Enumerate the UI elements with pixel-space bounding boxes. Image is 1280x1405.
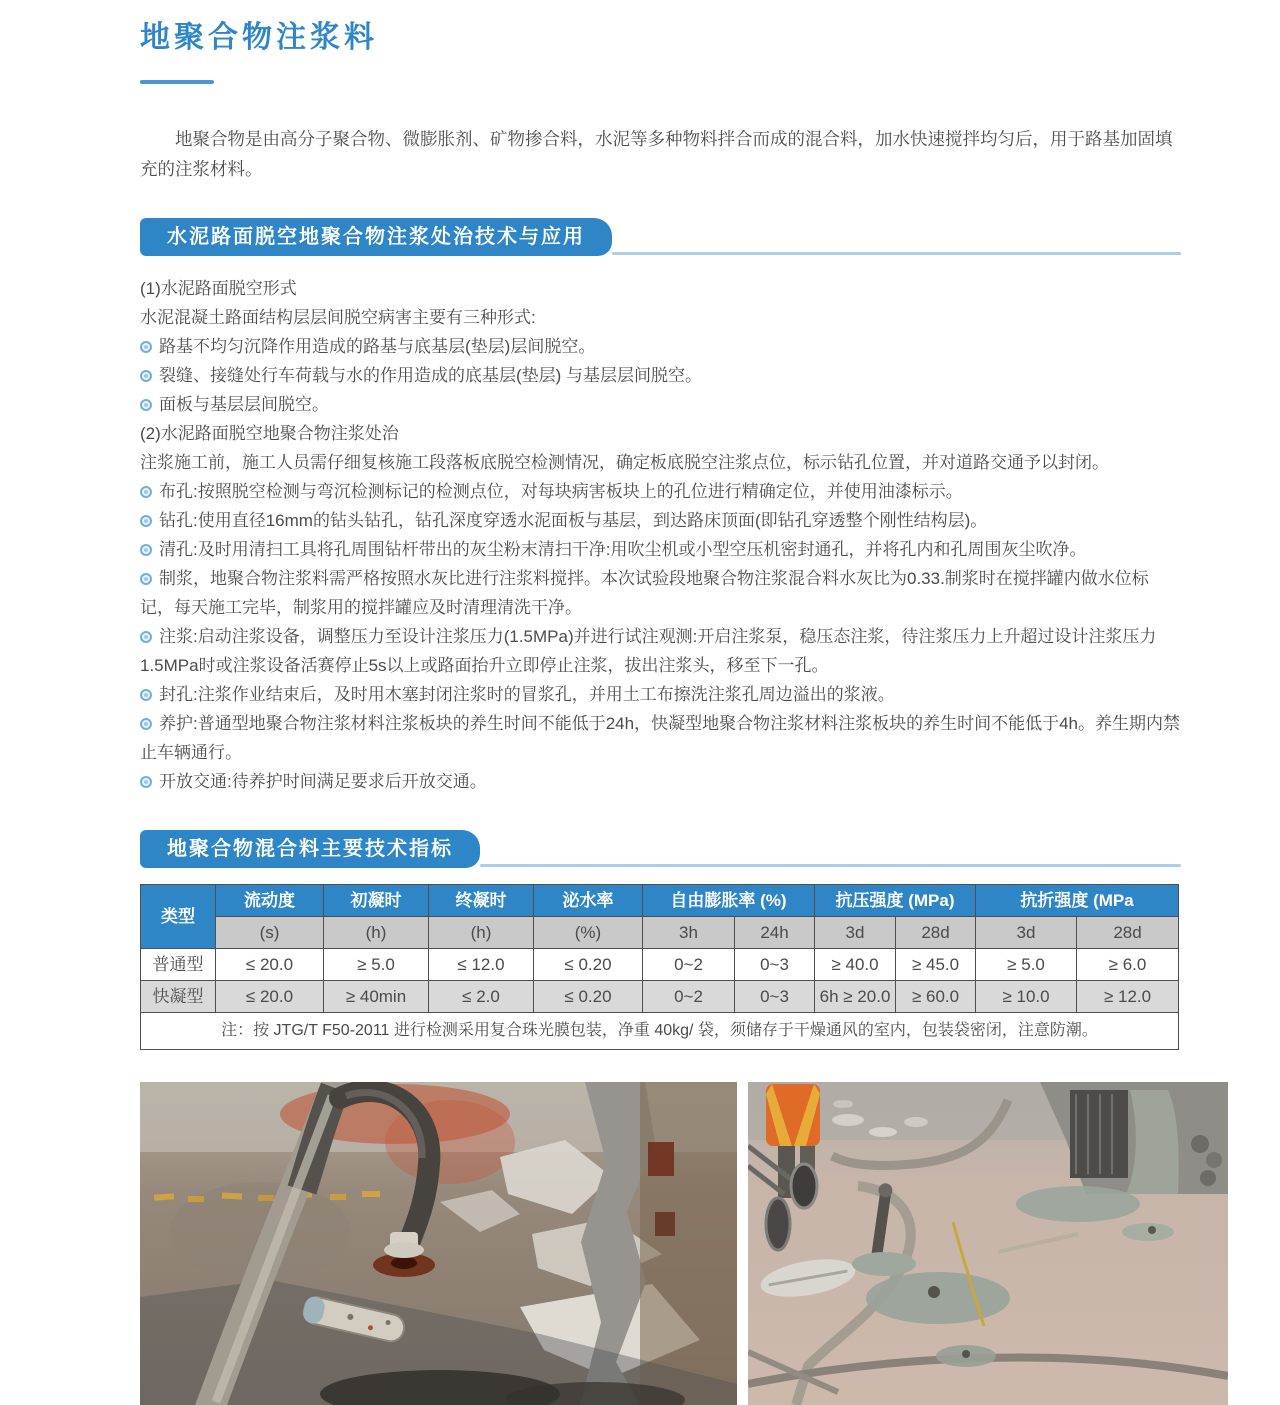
body-line: [140, 303, 1181, 332]
bullet-ring-icon: [140, 631, 152, 643]
section2-banner-rule: [480, 864, 1181, 867]
value-cell: ≤ 12.0: [429, 949, 534, 981]
unit-cell: (s): [216, 917, 324, 949]
body-line: [140, 535, 1181, 564]
bullet-ring-icon: [140, 544, 152, 556]
section1-banner: 水泥路面脱空地聚合物注浆处治技术与应用: [140, 218, 612, 256]
bullet-ring-icon: [140, 370, 152, 382]
value-cell: ≥ 10.0: [976, 981, 1077, 1013]
header-cell: 初凝时: [324, 885, 429, 917]
value-cell: ≤ 20.0: [216, 949, 324, 981]
table-note: 注：按 JTG/T F50-2011 进行检测采用复合珠光膜包装，净重 40kg/ 袋，须储存于干燥通风的室内，包装袋密闭，注意防潮。: [141, 1013, 1179, 1050]
body-line-text: 注浆施工前，施工人员需仔细复核施工段落板底脱空检测情况，确定板底脱空注浆点位，标示钻孔位置，并对道路交通予以封闭。: [140, 453, 1109, 472]
photo-row: [140, 1082, 1181, 1405]
header-cell-type: 类型: [141, 885, 216, 949]
unit-cell: 28d: [1077, 917, 1179, 949]
table-header-row-2: [141, 917, 1179, 949]
body-line-text: (2)水泥路面脱空地聚合物注浆处治: [140, 424, 399, 443]
body-line: [140, 361, 1181, 390]
body-line: [140, 767, 1181, 796]
value-cell: ≥ 12.0: [1077, 981, 1179, 1013]
value-cell: 0~2: [643, 981, 735, 1013]
row-label-cell: 普通型: [141, 949, 216, 981]
body-line: [140, 709, 1181, 767]
bullet-ring-icon: [140, 718, 152, 730]
body-line-text: 清孔:及时用清扫工具将孔周围钻杆带出的灰尘粉末清扫干净:用吹尘机或小型空压机密封通孔，并将孔内和孔周围灰尘吹净。: [159, 540, 1087, 559]
header-cell: 终凝时: [429, 885, 534, 917]
unit-cell: 3d: [976, 917, 1077, 949]
row-label-cell: 快凝型: [141, 981, 216, 1013]
unit-cell: (h): [429, 917, 534, 949]
bullet-ring-icon: [140, 689, 152, 701]
body-line-text: 制浆，地聚合物注浆料需严格按照水灰比进行注浆料搅拌。本次试验段地聚合物注浆混合料水灰比为0.33.制浆时在搅拌罐内做水位标记，每天施工完毕，制浆用的搅拌罐应及时清理清洗干净。: [140, 569, 1149, 617]
title-underline: [140, 80, 214, 84]
value-cell: ≥ 40.0: [815, 949, 896, 981]
body-line: [140, 274, 1181, 303]
section2-header-row: [140, 830, 1181, 868]
table-row: [141, 949, 1179, 981]
body-line-text: 钻孔:使用直径16mm的钻头钻孔，钻孔深度穿透水泥面板与基层，到达路床顶面(即钻孔穿透整个刚性结构层)。: [159, 511, 988, 530]
value-cell: ≤ 2.0: [429, 981, 534, 1013]
body-line: [140, 477, 1181, 506]
value-cell: 0~3: [735, 949, 815, 981]
unit-cell: (%): [534, 917, 643, 949]
page-title: 地聚合物注浆料: [140, 21, 378, 54]
header-cell: 抗折强度 (MPa: [976, 885, 1179, 917]
value-cell: 0~3: [735, 981, 815, 1013]
spec-table: [140, 884, 1179, 1050]
unit-cell: (h): [324, 917, 429, 949]
body-line-text: 面板与基层层间脱空。: [159, 395, 329, 414]
bullet-ring-icon: [140, 573, 152, 585]
body-line-text: 注浆:启动注浆设备，调整压力至设计注浆压力(1.5MPa)并进行试注观测:开启注浆泵，稳压态注浆，待注浆压力上升超过设计注浆压力1.5MPa时或注浆设备活赛停止5s以上或路面抬升立即停止注浆，拔出注浆头，移至下一孔。: [140, 627, 1157, 675]
body-line-text: 布孔:按照脱空检测与弯沉检测标记的检测点位，对每块病害板块上的孔位进行精确定位，并使用油漆标示。: [159, 482, 963, 501]
photo-grout-hole: [140, 1082, 737, 1405]
table-header-row-1: [141, 885, 1179, 917]
body-line: [140, 332, 1181, 361]
unit-cell: 3d: [815, 917, 896, 949]
body-line-text: (1)水泥路面脱空形式: [140, 279, 297, 298]
bullet-ring-icon: [140, 399, 152, 411]
bullet-ring-icon: [140, 486, 152, 498]
body-line: [140, 506, 1181, 535]
section1-banner-rule: [612, 252, 1181, 255]
body-line-text: 水泥混凝土路面结构层层间脱空病害主要有三种形式:: [140, 308, 536, 327]
header-cell: 流动度: [216, 885, 324, 917]
body-line: [140, 390, 1181, 419]
value-cell: ≥ 45.0: [896, 949, 976, 981]
table-note-row: [141, 1013, 1179, 1050]
value-cell: ≥ 60.0: [896, 981, 976, 1013]
table-row: [141, 981, 1179, 1013]
section2-banner: 地聚合物混合料主要技术指标: [140, 830, 480, 868]
value-cell: 0~2: [643, 949, 735, 981]
value-cell: ≤ 20.0: [216, 981, 324, 1013]
value-cell: ≥ 5.0: [976, 949, 1077, 981]
unit-cell: 24h: [735, 917, 815, 949]
value-cell: ≥ 40min: [324, 981, 429, 1013]
body-line-text: 路基不均匀沉降作用造成的路基与底基层(垫层)层间脱空。: [159, 337, 596, 356]
header-cell: 泌水率: [534, 885, 643, 917]
value-cell: 6h ≥ 20.0: [815, 981, 896, 1013]
value-cell: ≤ 0.20: [534, 949, 643, 981]
section1-body: [140, 274, 1181, 796]
body-line-text: 养护:普通型地聚合物注浆材料注浆板块的养生时间不能低于24h，快凝型地聚合物注浆材料注浆板块的养生时间不能低于4h。养生期内禁止车辆通行。: [140, 714, 1180, 762]
body-line-text: 封孔:注浆作业结束后，及时用木塞封闭注浆时的冒浆孔，并用土工布擦洗注浆孔周边溢出的浆液。: [159, 685, 895, 704]
body-line-text: 裂缝、接缝处行车荷载与水的作用造成的底基层(垫层) 与基层层间脱空。: [159, 366, 703, 385]
body-line: [140, 622, 1181, 680]
body-line: [140, 419, 1181, 448]
header-cell: 抗压强度 (MPa): [815, 885, 976, 917]
value-cell: ≥ 5.0: [324, 949, 429, 981]
bullet-ring-icon: [140, 776, 152, 788]
value-cell: ≤ 0.20: [534, 981, 643, 1013]
section1-header-row: [140, 218, 1181, 256]
unit-cell: 28d: [896, 917, 976, 949]
body-line: [140, 448, 1181, 477]
intro-paragraph: 地聚合物是由高分子聚合物、微膨胀剂、矿物掺合料，水泥等多种物料拌合而成的混合料，加水快速搅拌均匀后，用于路基加固填充的注浆材料。: [140, 129, 1173, 179]
value-cell: ≥ 6.0: [1077, 949, 1179, 981]
bullet-ring-icon: [140, 341, 152, 353]
header-cell: 自由膨胀率 (%): [643, 885, 815, 917]
photo-grout-site: [748, 1082, 1228, 1405]
body-line-text: 开放交通:待养护时间满足要求后开放交通。: [159, 772, 487, 791]
unit-cell: 3h: [643, 917, 735, 949]
body-line: [140, 680, 1181, 709]
bullet-ring-icon: [140, 515, 152, 527]
body-line: [140, 564, 1181, 622]
